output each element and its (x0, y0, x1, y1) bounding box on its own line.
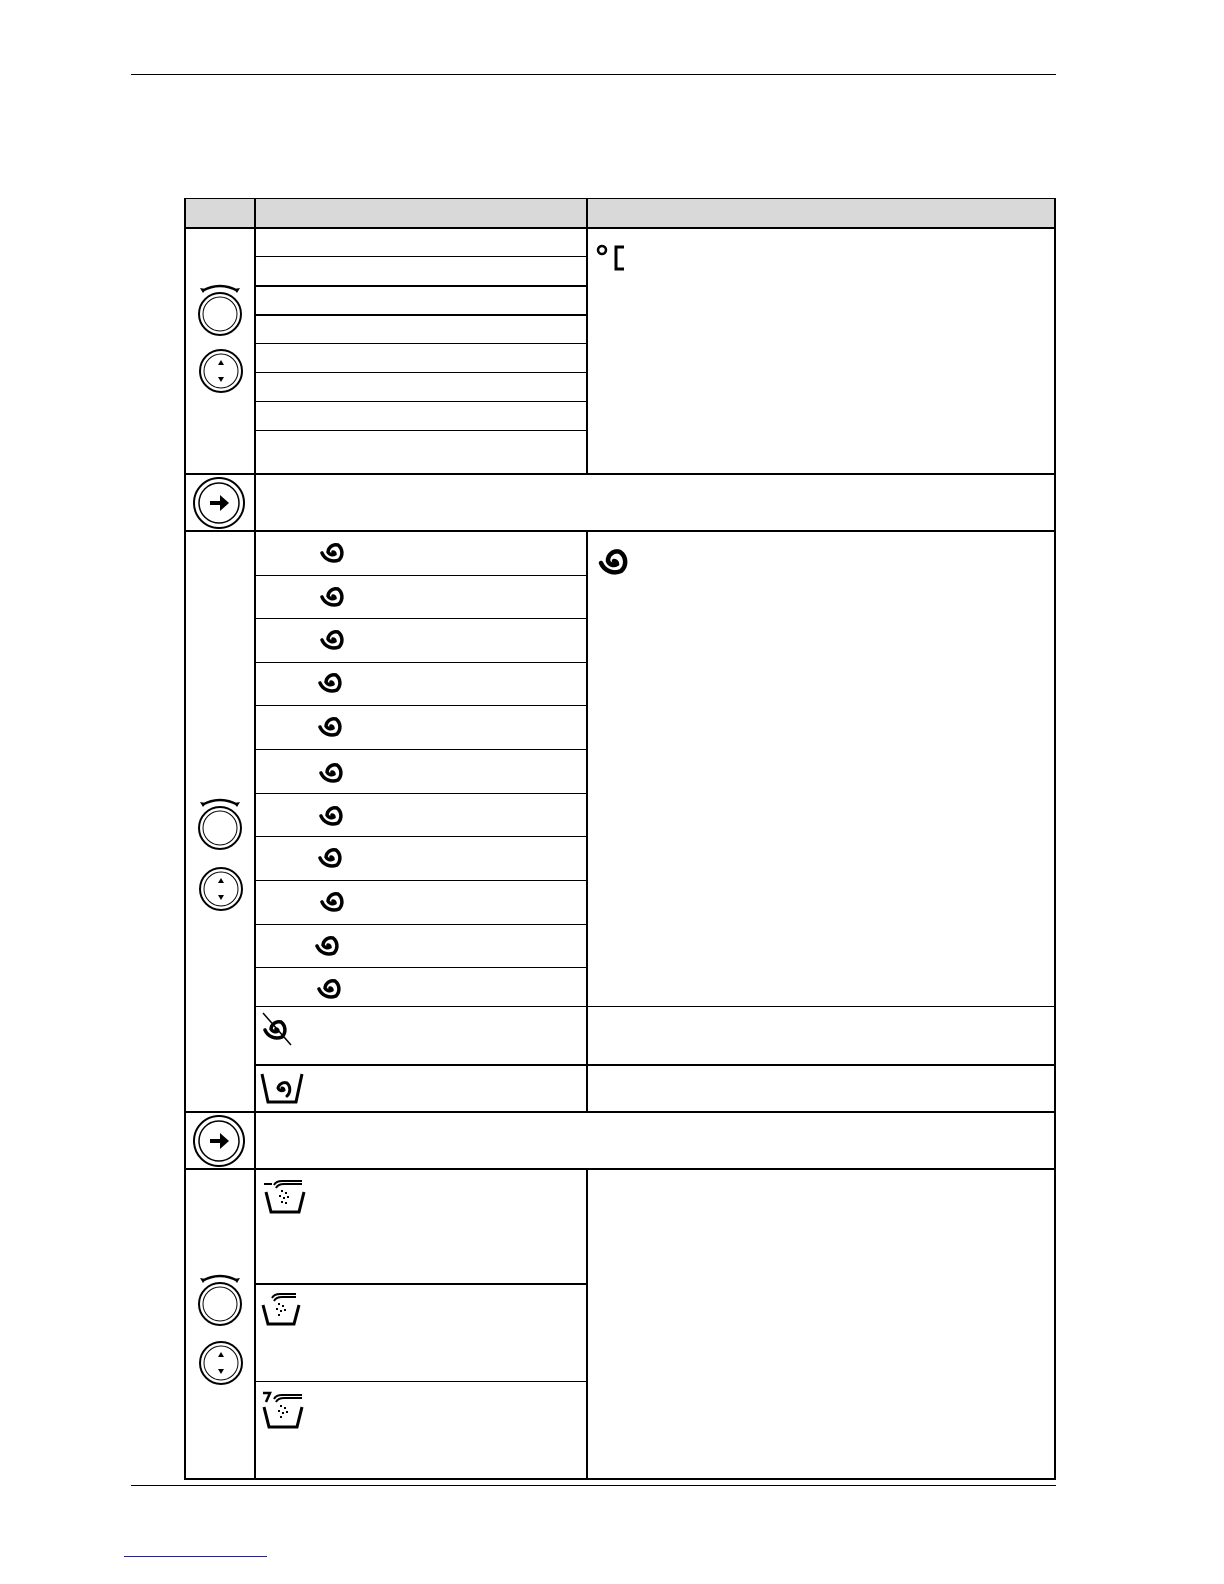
col-divider-2 (586, 198, 588, 474)
spin-spiral-icon (317, 535, 349, 569)
table-header (184, 198, 1056, 228)
table-border-left (184, 198, 186, 1480)
arrow-right-button-icon[interactable] (192, 476, 246, 530)
row-line (254, 1381, 586, 1382)
rotary-knob-icon[interactable] (196, 282, 244, 338)
row-line (254, 372, 586, 373)
row-line (254, 924, 586, 925)
rinse-option-icon (262, 1178, 308, 1216)
rinse-hold-icon (260, 1070, 304, 1106)
table-border-top (184, 198, 1056, 199)
spin-spiral-icon (317, 884, 349, 918)
rotary-knob-icon[interactable] (196, 796, 244, 852)
header-bottom-line (184, 227, 1056, 229)
soak-7-option-icon (260, 1390, 306, 1430)
up-down-selector-icon[interactable] (198, 866, 244, 912)
row-line (254, 793, 586, 794)
spin-spiral-icon (314, 971, 346, 1005)
celsius-symbol-icon (596, 244, 632, 272)
section-divider (184, 1168, 1056, 1170)
row-line (254, 749, 586, 750)
col-divider-1 (254, 1169, 256, 1480)
col-divider-2 (586, 531, 588, 1113)
table-border-right (1054, 198, 1056, 1480)
row-line (254, 1006, 1056, 1007)
up-down-selector-icon[interactable] (198, 1340, 244, 1386)
no-spin-icon (260, 1010, 294, 1048)
row-line (254, 662, 586, 663)
row-line (254, 618, 586, 619)
up-down-selector-icon[interactable] (198, 348, 244, 394)
row-line (254, 836, 586, 837)
section-divider (184, 530, 1056, 532)
row-line (254, 314, 586, 316)
footer-link-underline[interactable] (124, 1556, 267, 1557)
bottom-rule (131, 1485, 1056, 1486)
col-divider-1 (254, 474, 256, 531)
col-divider-1 (254, 1111, 256, 1169)
row-line (254, 285, 586, 287)
top-rule (131, 74, 1056, 75)
section-divider (184, 1111, 1056, 1113)
col-divider-2 (586, 1169, 588, 1480)
row-line (254, 430, 586, 431)
arrow-right-button-icon[interactable] (192, 1114, 246, 1168)
row-line (254, 705, 586, 706)
spin-spiral-icon (315, 665, 347, 699)
spin-spiral-icon (316, 755, 348, 789)
section-divider (184, 473, 1056, 475)
spin-spiral-icon (315, 709, 347, 743)
spin-spiral-icon (594, 541, 634, 581)
row-line (254, 343, 586, 344)
row-line (254, 967, 586, 968)
col-divider-1 (254, 198, 256, 474)
row-line (254, 401, 586, 402)
spin-spiral-icon (317, 579, 349, 613)
spin-spiral-icon (316, 798, 348, 832)
row-line (254, 1064, 1056, 1066)
row-line (254, 880, 586, 881)
table-border-bottom (184, 1478, 1056, 1480)
row-line (254, 256, 586, 257)
settings-table (184, 198, 1056, 1480)
prewash-option-icon (260, 1291, 302, 1327)
spin-spiral-icon (317, 622, 349, 656)
spin-spiral-icon (312, 928, 344, 962)
row-line (254, 1283, 586, 1285)
row-line (254, 575, 586, 576)
rotary-knob-icon[interactable] (196, 1272, 244, 1328)
spin-spiral-icon (315, 840, 347, 874)
